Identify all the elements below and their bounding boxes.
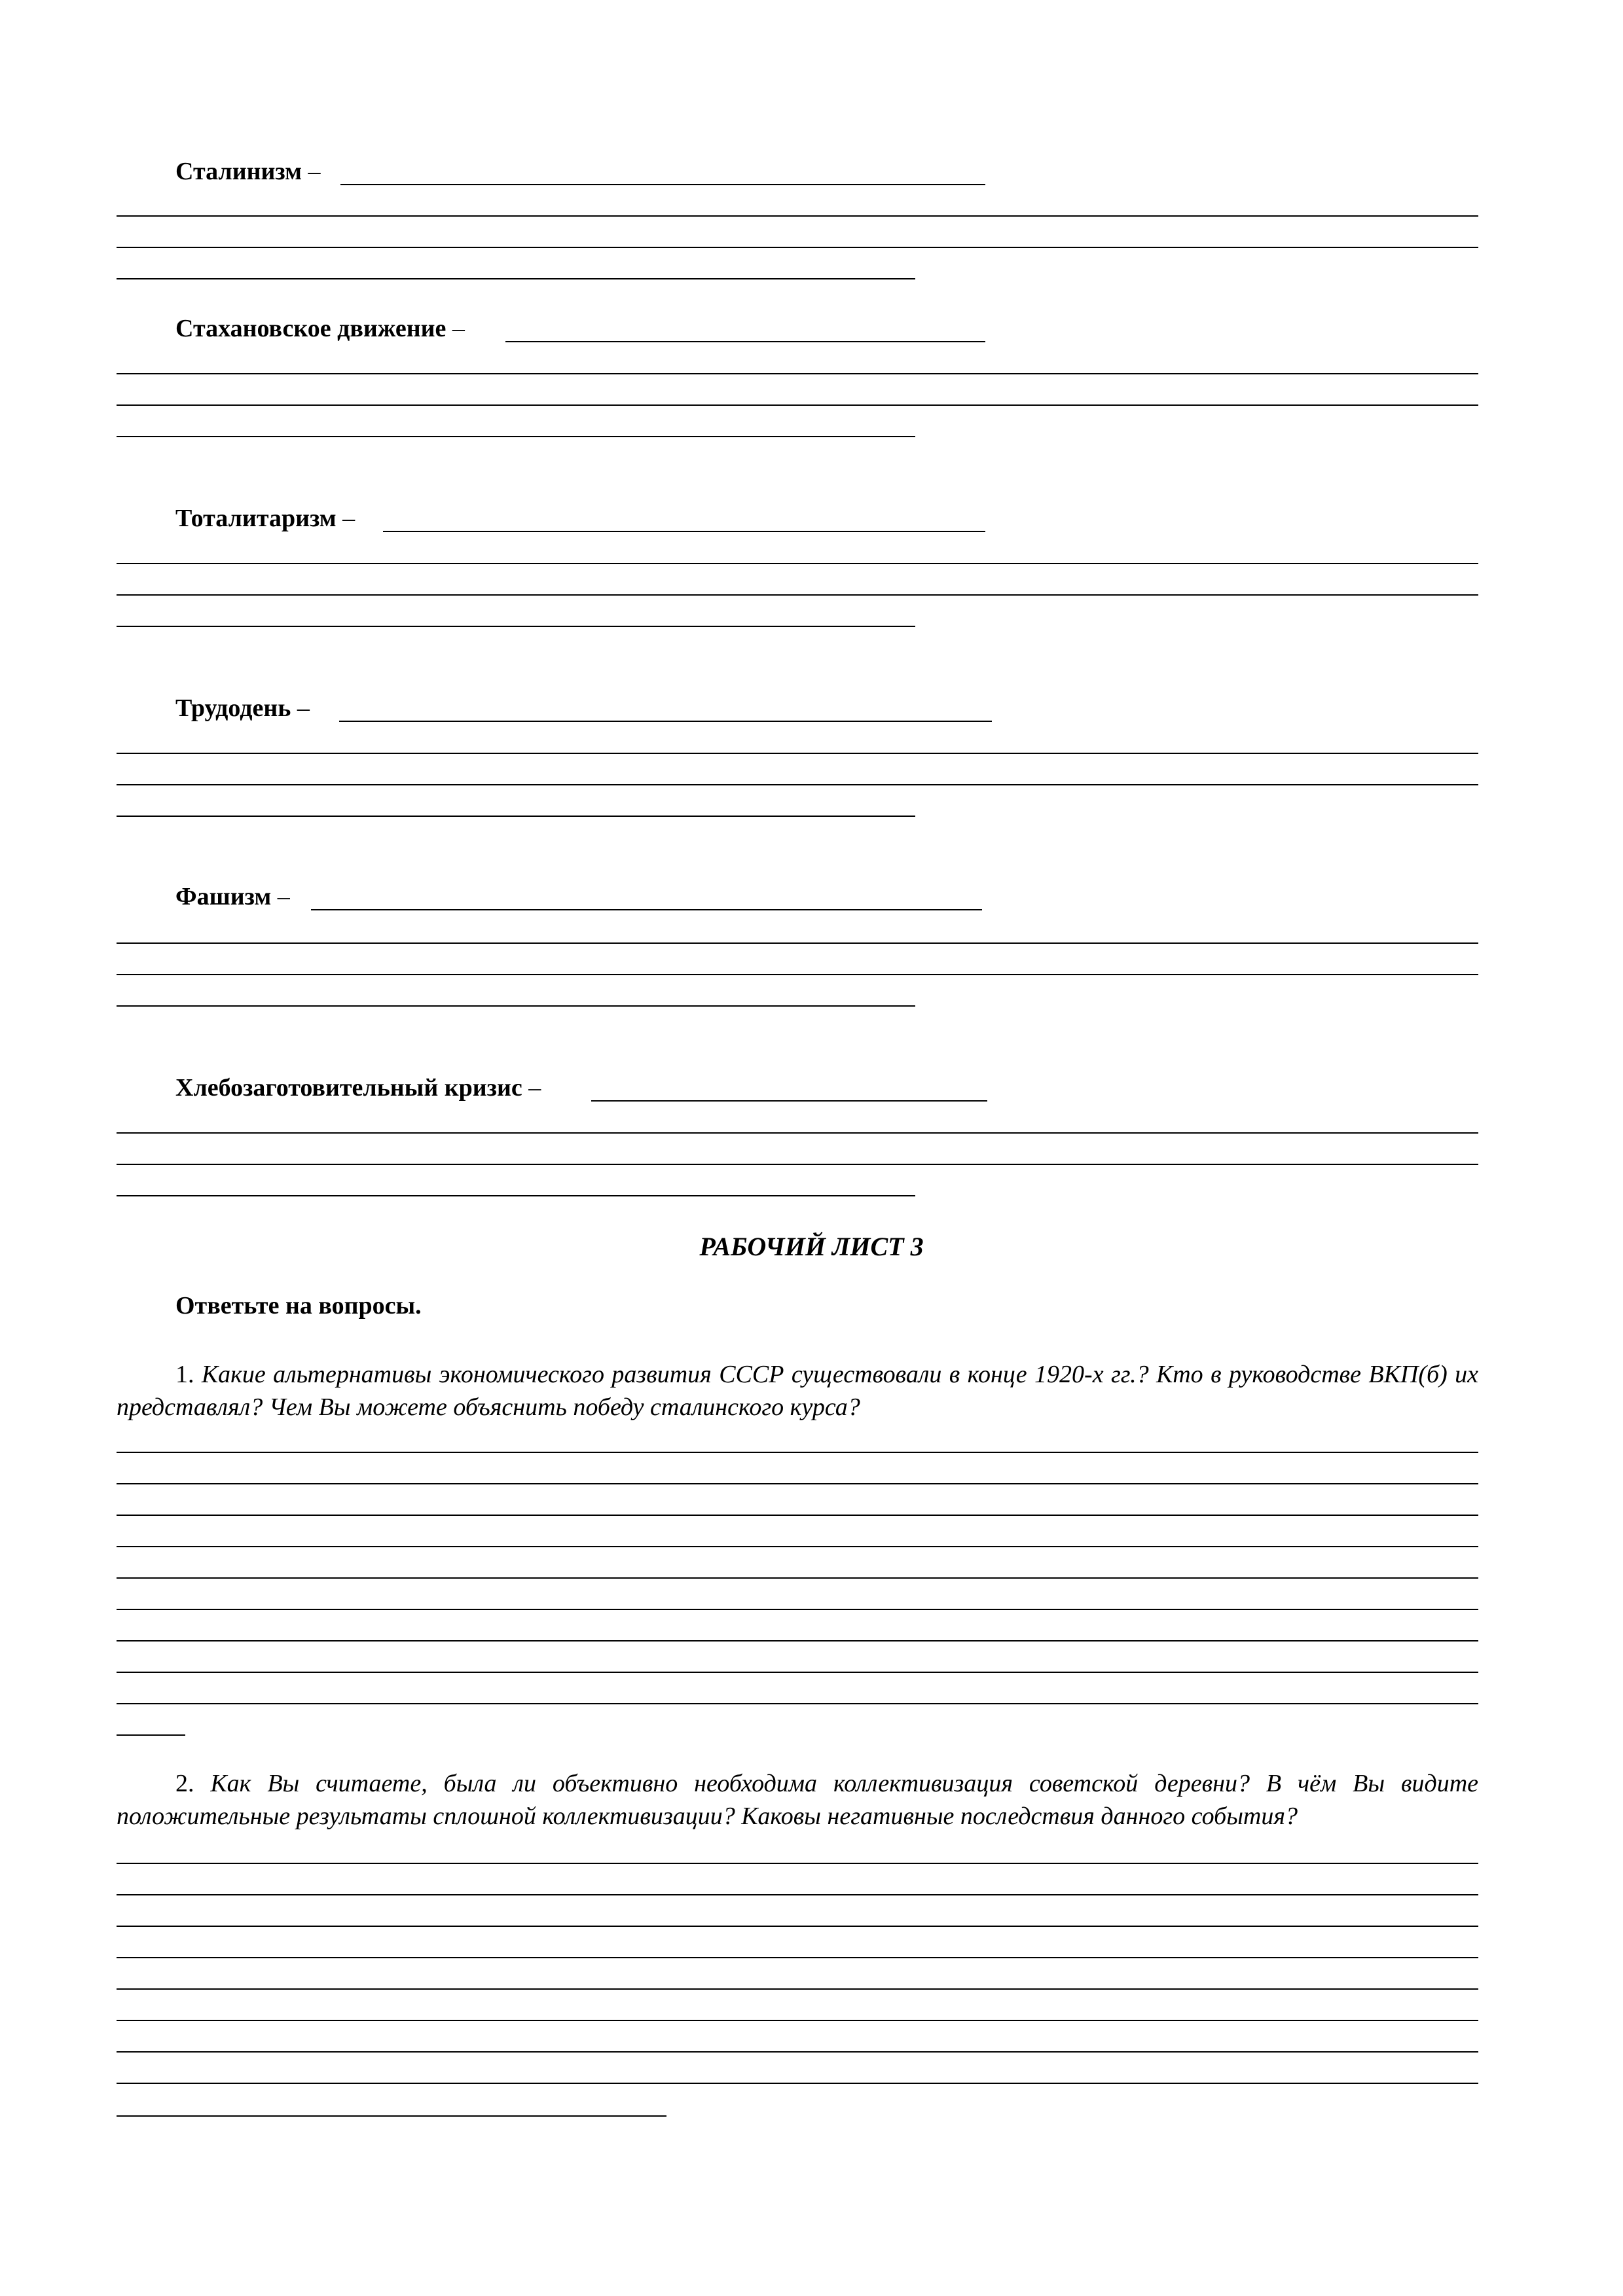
term-answer-line <box>340 184 985 185</box>
answer-line <box>117 1988 1478 1990</box>
term-label: Хлебозаготовительный кризис <box>175 1074 522 1102</box>
term-label: Тоталитаризм <box>175 505 337 532</box>
question-number: 1. <box>175 1361 194 1388</box>
answer-line <box>117 1957 1478 1958</box>
answer-line <box>117 2051 1478 2053</box>
term-trudoden <box>175 689 310 728</box>
answer-line <box>117 1894 1478 1895</box>
answer-line <box>117 404 1478 406</box>
answer-line <box>117 626 915 627</box>
question-text: Как Вы считаете, была ли объективно необходима коллективизация советской деревни? В чём Вы видите положительные результаты сплошной коллективизации? Каковы негативные последствия данного события? <box>117 1770 1479 1830</box>
term-label: Фашизм <box>175 883 272 910</box>
question-number: 2. <box>175 1770 194 1797</box>
term-dash: – <box>342 505 356 532</box>
term-dash: – <box>297 694 310 722</box>
term-answer-line <box>383 531 985 532</box>
answer-line <box>117 1640 1478 1641</box>
answer-line <box>117 563 1478 564</box>
term-grain-procurement-crisis <box>175 1068 541 1107</box>
answer-line <box>117 1164 1478 1165</box>
answer-line <box>117 1483 1478 1484</box>
term-dash: – <box>452 315 465 342</box>
answer-line <box>117 436 915 437</box>
answer-line <box>117 594 1478 596</box>
question-2 <box>117 1767 1478 1833</box>
answer-line <box>117 1005 915 1007</box>
term-stakhanov-movement <box>175 309 465 348</box>
question-1 <box>117 1358 1478 1424</box>
answer-line <box>117 2083 1478 2084</box>
term-label: Трудодень <box>175 694 291 722</box>
answer-line <box>117 753 1478 754</box>
answer-line <box>117 278 915 279</box>
answer-line <box>117 1132 1478 1134</box>
term-answer-line <box>591 1100 987 1102</box>
answer-line <box>117 1926 1478 1927</box>
term-label: Стахановское движение <box>175 315 447 342</box>
answer-line <box>117 215 1478 217</box>
term-label: Сталинизм <box>175 158 302 185</box>
term-dash: – <box>528 1074 541 1102</box>
term-totalitarianism <box>175 499 355 538</box>
term-answer-line <box>311 909 982 910</box>
answer-line <box>117 974 1478 975</box>
answer-line <box>117 784 1478 785</box>
answer-line <box>117 1452 1478 1453</box>
answer-line <box>117 1195 915 1196</box>
worksheet-title: РАБОЧИЙ ЛИСТ 3 <box>699 1232 924 1261</box>
term-fascism <box>175 877 290 916</box>
answer-line <box>117 2020 1478 2021</box>
instruction-text: Ответьте на вопросы. <box>175 1292 422 1319</box>
answer-line <box>117 247 1478 248</box>
term-dash: – <box>308 158 321 185</box>
answer-line <box>117 1672 1478 1673</box>
answer-line <box>117 942 1478 944</box>
answer-line <box>117 1515 1478 1516</box>
answer-line <box>117 1546 1478 1547</box>
term-dash: – <box>277 883 290 910</box>
answer-line <box>117 1734 185 1736</box>
answer-line <box>117 1703 1478 1704</box>
term-answer-line <box>505 341 985 342</box>
answer-line <box>117 1863 1478 1864</box>
answer-line <box>117 373 1478 374</box>
term-answer-line <box>339 721 992 722</box>
answer-line <box>117 1577 1478 1579</box>
answer-line <box>117 2115 666 2117</box>
question-text: Какие альтернативы экономического развития СССР существовали в конце 1920-х гг.? Кто в руководстве ВКП(б) их представлял? Чем Вы можете объяснить победу сталинского курса? <box>117 1361 1478 1421</box>
term-stalinism <box>175 152 321 191</box>
answer-line <box>117 1609 1478 1610</box>
answer-line <box>117 816 915 817</box>
